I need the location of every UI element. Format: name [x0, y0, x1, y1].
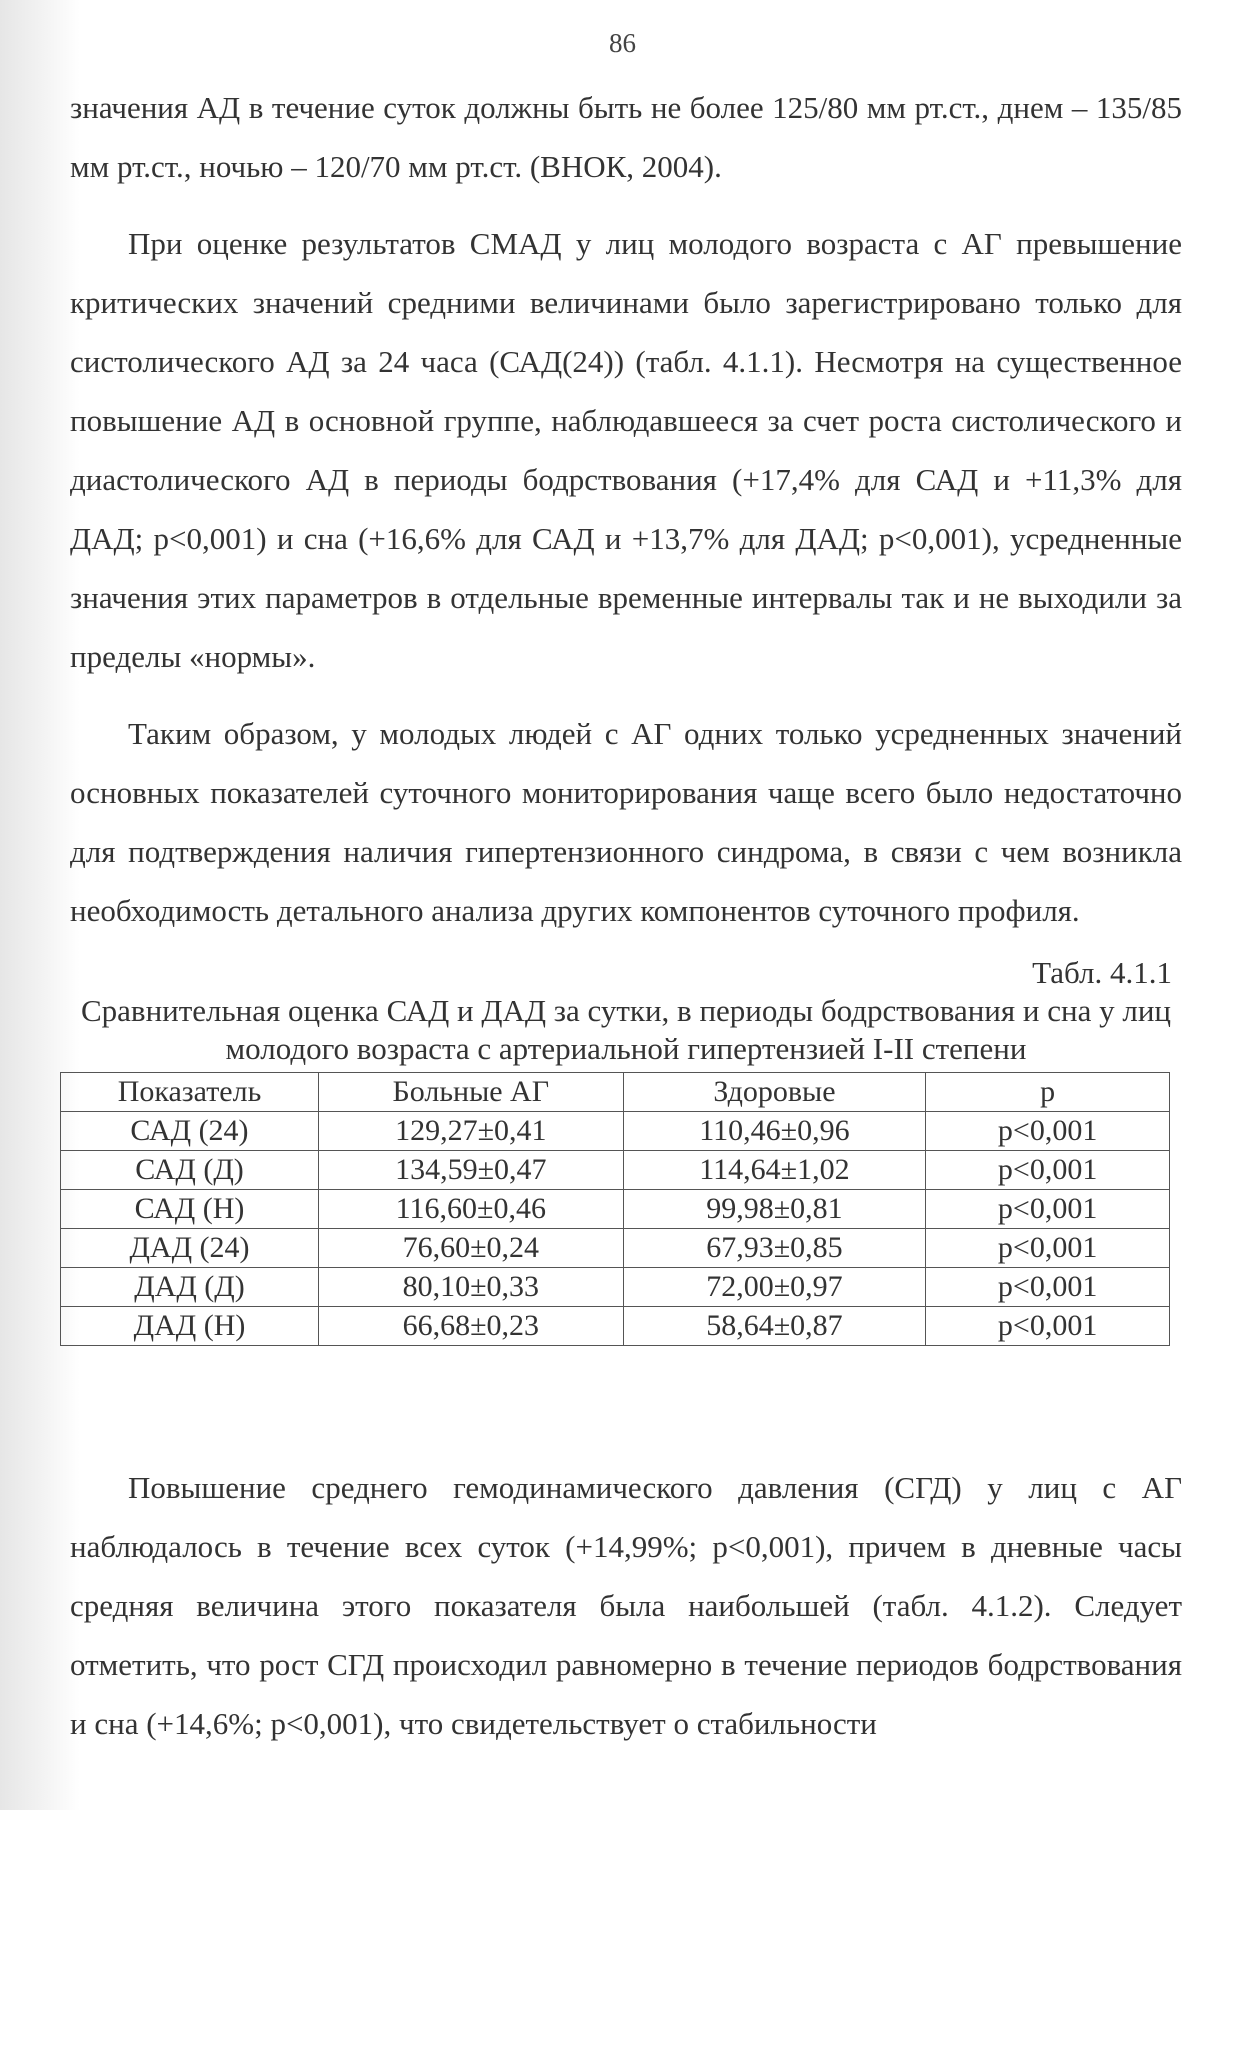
table-row	[61, 1268, 1170, 1307]
cell-indicator: ДАД (24)	[61, 1229, 319, 1268]
table-header-row	[61, 1073, 1170, 1112]
cell-patients: 76,60±0,24	[318, 1229, 623, 1268]
table-title: Сравнительная оценка САД и ДАД за сутки, в периоды бодрствования и сна у лиц молодого возраста с артериальной гипертензией I-II степени	[81, 993, 1171, 1066]
cell-p: p<0,001	[926, 1151, 1170, 1190]
paragraph-2: При оценке результатов СМАД у лиц молодого возраста с АГ превышение критических значений средними величинами было зарегистрировано только для систолического АД за 24 часа (САД(24)) (табл. 4.1.1). Несмотря на существенное повышение АД в основной группе, наблюдавшееся за счет роста систолического и диастолического АД в периоды бодрствования (+17,4% для САД и +11,3% для ДАД; p<0,001) и сна (+16,6% для САД и +13,7% для ДАД; p<0,001), усредненные значения этих параметров в отдельные временные интервалы так и не выходили за пределы «нормы».	[70, 226, 1182, 674]
cell-indicator: ДАД (Н)	[61, 1307, 319, 1346]
page-number: 86	[609, 28, 636, 58]
paragraph-3: Таким образом, у молодых людей с АГ одних только усредненных значений основных показателей суточного мониторирования чаще всего было недостаточно для подтверждения наличия гипертензионного синдрома, в связи с чем возникла необходимость детального анализа других компонентов суточного профиля.	[70, 716, 1182, 928]
paragraph-1: значения АД в течение суток должны быть не более 125/80 мм рт.ст., днем – 135/85 мм рт.ст., ночью – 120/70 мм рт.ст. (ВНОК, 2004).	[70, 90, 1182, 184]
cell-p: p<0,001	[926, 1112, 1170, 1151]
cell-patients: 129,27±0,41	[318, 1112, 623, 1151]
paragraph-4: Повышение среднего гемодинамического давления (СГД) у лиц с АГ наблюдалось в течение всех суток (+14,99%; p<0,001), причем в дневные часы средняя величина этого показателя была наибольшей (табл. 4.1.2). Следует отметить, что рост СГД происходил равномерно в течение периодов бодрствования и сна (+14,6%; p<0,001), что свидетельствует о стабильности	[70, 1470, 1182, 1741]
header-indicator: Показатель	[61, 1073, 319, 1112]
cell-p: p<0,001	[926, 1229, 1170, 1268]
cell-p: p<0,001	[926, 1307, 1170, 1346]
cell-indicator: САД (Д)	[61, 1151, 319, 1190]
cell-healthy: 110,46±0,96	[623, 1112, 926, 1151]
comparison-table	[60, 1072, 1170, 1346]
cell-healthy: 58,64±0,87	[623, 1307, 926, 1346]
text-after-table	[70, 1458, 1182, 1753]
cell-p: p<0,001	[926, 1190, 1170, 1229]
cell-patients: 80,10±0,33	[318, 1268, 623, 1307]
cell-healthy: 99,98±0,81	[623, 1190, 926, 1229]
header-p: p	[926, 1073, 1170, 1112]
page-content	[70, 78, 1182, 1753]
table-row	[61, 1307, 1170, 1346]
cell-healthy: 114,64±1,02	[623, 1151, 926, 1190]
scan-edge-shadow	[0, 0, 80, 1810]
cell-patients: 66,68±0,23	[318, 1307, 623, 1346]
cell-p: p<0,001	[926, 1268, 1170, 1307]
cell-indicator: САД (Н)	[61, 1190, 319, 1229]
table-row	[61, 1112, 1170, 1151]
table-number: Табл. 4.1.1	[1032, 955, 1172, 990]
cell-healthy: 72,00±0,97	[623, 1268, 926, 1307]
table-row	[61, 1229, 1170, 1268]
header-patients: Больные АГ	[318, 1073, 623, 1112]
header-healthy: Здоровые	[623, 1073, 926, 1112]
table-row	[61, 1190, 1170, 1229]
cell-patients: 116,60±0,46	[318, 1190, 623, 1229]
cell-indicator: САД (24)	[61, 1112, 319, 1151]
cell-patients: 134,59±0,47	[318, 1151, 623, 1190]
cell-healthy: 67,93±0,85	[623, 1229, 926, 1268]
cell-indicator: ДАД (Д)	[61, 1268, 319, 1307]
table-row	[61, 1151, 1170, 1190]
